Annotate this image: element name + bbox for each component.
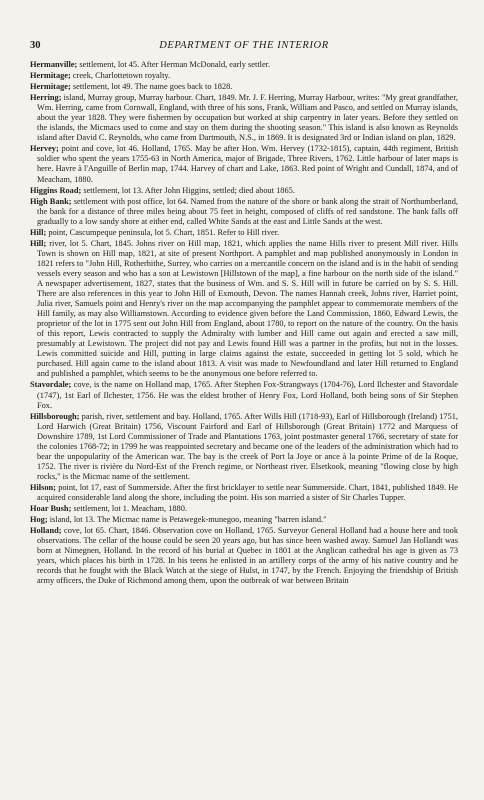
entry-description: cove, is the name on Holland map, 1765. After Stephen Fox-Strangways (1704-76), Lord Ilchester and Stavordale (1747), 1st Earl of Ilchester, 1756. He was the eldest brother of Henry Fox, Lord Holland, both being sons of Sir Stephen Fox. <box>37 380 458 410</box>
entry-term: Hoar Bush; <box>30 504 72 514</box>
entry-term: Hillsborough; <box>30 411 80 421</box>
entry-description: parish, river, settlement and bay. Holland, 1765. After Wills Hill (1718-93), Earl of Hillsborough (Ireland) 1751, Lord Harwich (Great Britain) 1756, Viscount Fairford and Earl of Hillsborough (Great Britain) 1772 and Marquess of Downshire 1789, 1st Lord Commissioner of Trade and Plantations 1763, joint postmaster general 1766, secretary of state for the colonies 1768-72; in 1799 he was reappointed secretary and became one of the leaders of the administration which had to bear the unpopularity of the American war. The bay is the creek of Port la Joye or ance à la pointe Prime of de la Roque, 1752. The river is rivière du Nord-Est of the French regime, or Northeast river. Elsetkook, meaning "flowing close by high rocks," is the Micmac name of the settlement. <box>37 411 458 481</box>
entry-description: settlement, lot 13. After John Higgins, settled; died about 1865. <box>81 185 295 195</box>
gazetteer-entry <box>30 144 458 184</box>
entry-term: Hervey; <box>30 144 59 154</box>
gazetteer-entry <box>30 380 458 410</box>
gazetteer-entry <box>30 186 458 196</box>
entry-description: settlement, lot 1. Meacham, 1880. <box>71 504 187 514</box>
gazetteer-entry <box>30 515 458 525</box>
gazetteer-entry <box>30 412 458 482</box>
entry-description: river, lot 5. Chart, 1845. Johns river on Hill map, 1821, which applies the name Hills river to present Mill river. Hills Town is shown on Hill map, 1821, at site of present Northport. A pamphlet and map published anonymously in London in 1821 refers to "John Hill, Rotherhithe, Surrey, who carries on a mercantile concern on the island and is in the habit of sending vessels every season and who has a son at Lewistown [Hillstown of the map], a fine harbour on the north side of the island." A newspaper advertisement, 1827, states that the business of Wm. and S. S. Hill will in future be carried on by S. S. Hill. There are also references in this year to John Hill of Exmouth, Devon. The names Hannah creek, Johns river, Harriet point, Julia river, Samuels point and Henry's river on the map accompanying the pamphlet appear to commemorate members of the Hill family, as may also Williamstown. According to evidence given before the Land Commission, 1860, Edward Lewis, the proprietor of the lot in 1775 sent out John Hill from England, about 1780, to report on the nature of the country. On the basis of this report, Lewis contracted to supply the Admiralty with lumber and Hill came out again and erected a saw mill, presumably at Lewistown. The project did not pay and Lewis found Hill was a partner in the profits, but not in the losses. Lewis committed suicide and Hill, putting in large claims against the estate, succeeded in getting lot 5 sold, which he purchased. Hill again came to the island about 1813. A visit was made to Newfoundland and later Hill returned to England and published a pamphlet, which seems to be the anonymous one before referred to. <box>37 238 458 379</box>
entry-description: point, Cascumpeque peninsula, lot 5. Chart, 1851. Refer to Hill river. <box>46 227 280 237</box>
entry-description: point and cove, lot 46. Holland, 1765. May be after Hon. Wm. Hervey (1732-1815), captain, 44th regiment, British soldier who spent the years 1755-63 in North America, major of Brigade, Three Rivers, 1762. Little harbour of later maps is here. Havre à l'Anguille of Berlin map, 1744. Harvey of chart and Lake, 1863. Red point of Wright and Cundall, 1874, and of Meacham, 1880. <box>37 144 458 184</box>
entry-term: Hermitage; <box>30 82 71 92</box>
entry-term: Hill; <box>30 227 47 237</box>
gazetteer-entry <box>30 483 458 503</box>
page-header <box>30 40 458 54</box>
gazetteer-entry <box>30 93 458 143</box>
entry-term: Holland; <box>30 526 62 536</box>
entry-description: island, lot 13. The Micmac name is Petawegek-munegoo, meaning "barren island." <box>47 515 327 525</box>
gazetteer-entry <box>30 526 458 586</box>
entry-term: Hog; <box>30 515 48 525</box>
entry-description: point, lot 17, east of Summerside. After the first bricklayer to settle near Summerside. Chart, 1841, published 1849. He acquired considerable land along the shore, including the point. His son married a sister of Sir Charles Tupper. <box>37 482 458 502</box>
gazetteer-entry <box>30 60 458 70</box>
entry-description: creek, Charlottetown royalty. <box>70 71 171 81</box>
gazetteer-entry <box>30 71 458 81</box>
entry-term: High Bank; <box>30 196 72 206</box>
entry-description: island, Murray group, Murray harbour. Chart, 1849. Mr. J. F. Herring, Murray Harbour, writes: "My great grandfather, Wm. Herring, came from Cornwall, England, with three of his sons, Frank, William and Pasco, and settled on Murray islands, about the year 1828. They were fishermen by occupation but worked at ship carpentry in later years. Before they settled on the islands, the Micmacs used to come and stay on them during the shooting season." This island is also known as Reynolds island after David C. Reynolds, who came from Dartmouth, N.S., in 1869. It is designated 3rd or Indian island on plan, 1829. <box>37 93 458 143</box>
entry-term: Hill; <box>30 238 47 248</box>
entry-term: Herring; <box>30 93 62 103</box>
entry-description: cove, lot 65. Chart, 1846. Observation cove on Holland, 1765. Surveyor General Holland had a house here and took observations. The cellar of the house could be seen 20 years ago, but has since been washed away. Samuel Jan Hollandt was born at Nimegnen, Holland. In the record of his burial at Quebec in 1801 at the Anglican cathedral his age is given as 73 years, which places his birth in 1728. In his teens he enlisted in an artillery corps of the army of his native country and he records that he fought with the Black Watch at the siege of Hulst, in 1747, by the French. Enjoying the friendship of British army officers, the Duke of Richmond among them, upon the outbreak of war between Britain <box>37 526 458 586</box>
entry-term: Higgins Road; <box>30 185 82 195</box>
running-head: DEPARTMENT OF THE INTERIOR <box>159 40 329 51</box>
gazetteer-entry <box>30 82 458 92</box>
gazetteer-entry <box>30 239 458 380</box>
gazetteer-entry <box>30 228 458 238</box>
entry-term: Stavordale; <box>30 380 72 390</box>
entry-term: Hermitage; <box>30 71 71 81</box>
page-number: 30 <box>30 40 41 51</box>
gazetteer-entry <box>30 197 458 227</box>
entry-description: settlement, lot 49. The name goes back to 1828. <box>70 82 233 92</box>
entry-term: Hermanville; <box>30 60 78 69</box>
entry-description: settlement, lot 45. After Herman McDonald, early settler. <box>77 60 271 69</box>
entry-description: settlement with post office, lot 64. Named from the nature of the shore or bank along the strait of Northumberland, the bank for a distance of three miles being about 75 feet in height, composed of cliffs of red sandstone. The bank falls off gradually to a low sandy shore at either end, called White Sands at the east and Little Sands at the west. <box>37 196 458 226</box>
gazetteer-entries <box>30 60 458 586</box>
entry-term: Hilson; <box>30 482 56 492</box>
gazetteer-entry <box>30 504 458 514</box>
